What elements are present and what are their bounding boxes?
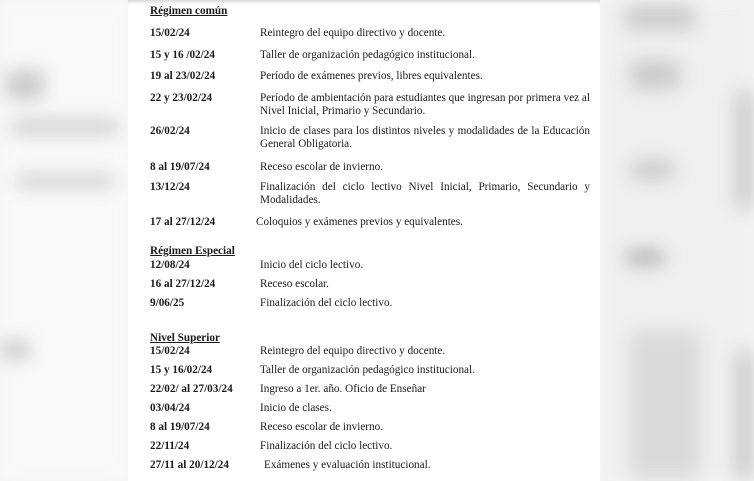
row-date: 19 al 23/02/24 (150, 70, 216, 82)
section-heading-regimen-especial: Régimen Especial (150, 245, 235, 257)
row-description: Receso escolar de invierno. (260, 161, 384, 173)
row-date: 13/12/24 (150, 181, 190, 193)
row-description: Receso escolar. (260, 278, 329, 290)
row-description: Coloquios y exámenes previos y equivalentes. (256, 216, 463, 228)
row-date: 15 y 16 /02/24 (150, 49, 215, 61)
section-heading-nivel-superior: Nivel Superior (150, 332, 220, 344)
row-date: 15/02/24 (150, 345, 190, 357)
row-description: Receso escolar de invierno. (260, 421, 384, 433)
row-date: 12/08/24 (150, 259, 190, 271)
row-description: Taller de organización pedagógico institucional. (260, 364, 475, 376)
row-date: 8 al 19/07/24 (150, 421, 210, 433)
row-description: Inicio de clases para los distintos niveles y modalidades de la Educación General Obligatoria. (260, 125, 590, 150)
row-date: 22/11/24 (150, 440, 190, 452)
row-date: 15 y 16/02/24 (150, 364, 213, 376)
blurred-background-left (0, 0, 130, 481)
row-description: Ingreso a 1er. año. Oficio de Enseñar (260, 383, 426, 395)
row-date: 8 al 19/07/24 (150, 161, 210, 173)
row-date: 22 y 23/02/24 (150, 92, 213, 104)
row-description: Período de ambientación para estudiantes que ingresan por primera vez al Nivel Inicial, Primario y Secundario. (260, 92, 590, 117)
row-date: 26/02/24 (150, 125, 190, 137)
row-date: 9/06/25 (150, 297, 185, 309)
row-description: Inicio de clases. (260, 402, 332, 414)
row-description: Exámenes y evaluación institucional. (264, 459, 431, 471)
row-description: Finalización del ciclo lectivo. (260, 297, 393, 309)
row-date: 15/02/24 (150, 27, 190, 39)
row-date: 22/02/ al 27/03/24 (150, 383, 233, 395)
row-date: 17 al 27/12/24 (150, 216, 216, 228)
row-description: Finalización del ciclo lectivo. (260, 440, 393, 452)
row-date: 27/11 al 20/12/24 (150, 459, 229, 471)
blurred-background-right (600, 0, 754, 481)
row-description: Reintegro del equipo directivo y docente. (260, 27, 446, 39)
row-description: Taller de organización pedagógico institucional. (260, 49, 475, 61)
row-description: Inicio del ciclo lectivo. (260, 259, 364, 271)
row-date: 16 al 27/12/24 (150, 278, 216, 290)
row-description: Período de exámenes previos, libres equivalentes. (260, 70, 483, 82)
row-description: Finalización del ciclo lectivo Nivel Inicial, Primario, Secundario y Modalidades. (260, 181, 590, 206)
row-description: Reintegro del equipo directivo y docente. (260, 345, 446, 357)
row-date: 03/04/24 (150, 402, 190, 414)
document-page (128, 0, 600, 481)
section-heading-regimen-comun: Régimen común (150, 5, 228, 17)
